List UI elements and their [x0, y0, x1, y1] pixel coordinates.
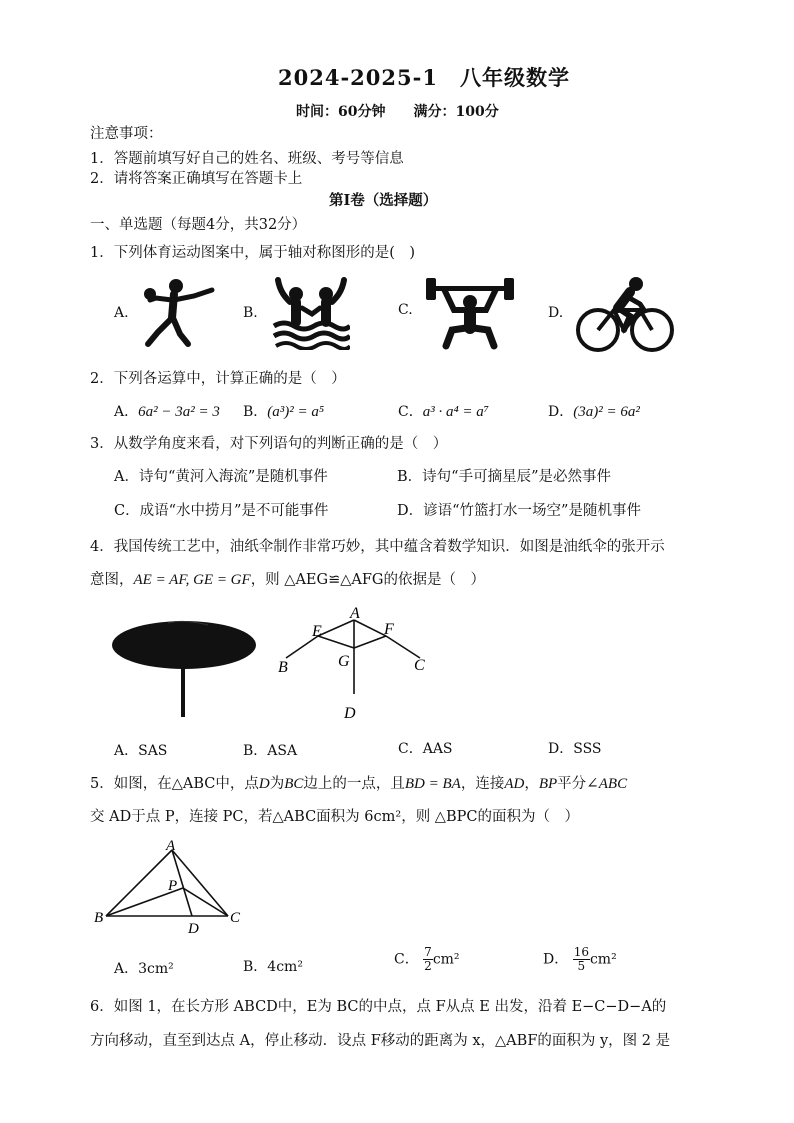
q5-s1h: AD: [504, 776, 525, 792]
q1-label-d: D.: [548, 305, 564, 321]
q2-option-c-label: C．: [398, 404, 423, 420]
q5-s1j: BP: [538, 776, 558, 792]
q5-option-b-label: B．: [243, 959, 268, 975]
q1-label-a: A.: [114, 305, 129, 321]
q5-line-ac: [172, 850, 228, 916]
q2-option-d: [548, 401, 640, 421]
q4-line-af: [354, 620, 386, 636]
q5-option-c-label: C．: [394, 951, 419, 968]
q4-option-b: B．ASA: [243, 743, 298, 759]
q4-stem-math: AE = AF, GE = GF: [133, 572, 251, 588]
q5-option-a-value: 3cm²: [138, 961, 174, 977]
q4-stem-line2: [90, 568, 485, 589]
q5-line-pc: [183, 888, 228, 916]
q5-label-b: B: [94, 910, 104, 926]
q1-label-b: B.: [243, 305, 258, 321]
q5-s1e: 边上的一点，且: [303, 776, 405, 792]
q5-label-d: D: [188, 921, 199, 937]
q4-label-f: F: [384, 621, 394, 638]
q3-option-a: A．诗句“黄河入海流”是随机事件: [114, 469, 328, 485]
q2-option-c: [398, 401, 489, 421]
q5-s1k: 平分: [557, 776, 587, 792]
q2-stem: 2．下列各运算中，计算正确的是（ ）: [90, 371, 346, 387]
q4-geometry-figure: [274, 604, 434, 722]
q2-option-a-expr: 6a² − 3a² = 3: [138, 404, 220, 420]
q2-option-b-expr: (a³)² = a⁵: [267, 404, 325, 420]
q4-option-c: C．AAS: [398, 741, 453, 757]
q5-stem-line2: 交 AD于点 P，连接 PC，若△ABC面积为 6cm²，则 △BPC的面积为（ ）: [90, 809, 579, 825]
q5-triangle-figure: [92, 838, 252, 938]
q5-s1f: BD = BA: [404, 776, 461, 792]
q2-option-d-label: D．: [548, 404, 574, 420]
q2-option-a: [114, 401, 220, 421]
oil-paper-umbrella-image: [108, 615, 268, 721]
q4-line-eg: [318, 636, 354, 648]
q5-option-a-label: A．: [114, 961, 139, 977]
q4-stem-line1: 4．我国传统工艺中，油纸伞制作非常巧妙，其中蕴含着数学知识．如图是油纸伞的张开示: [90, 539, 665, 555]
q3-stem: 3．从数学角度来看，对下列语句的判断正确的是（ ）: [90, 436, 448, 452]
q4-option-a: A．SAS: [114, 743, 168, 759]
note-item-1: 1．答题前填写好自己的姓名、班级、考号等信息: [90, 151, 404, 167]
note-item-2: 2．请将答案正确填写在答题卡上: [90, 171, 303, 187]
q5-option-d-fraction: [573, 946, 590, 973]
q5-option-a: [114, 958, 174, 978]
q5-s1g: ，连接: [460, 776, 505, 792]
q1-stem: 1．下列体育运动图案中，属于轴对称图形的是( ): [90, 245, 416, 261]
q5-s1i: ，: [524, 776, 539, 792]
notes-heading: 注意事项：: [90, 126, 163, 142]
q5-option-d-num: 16: [573, 945, 589, 959]
q5-s1a: 5．如图，在△ABC中，点: [90, 776, 259, 792]
q5-s1l: ∠ABC: [586, 776, 628, 792]
q5-option-c-den: 2: [424, 959, 432, 973]
exam-title: 2024-2025-1 八年级数学: [278, 65, 570, 90]
q5-line-ab: [106, 850, 172, 916]
q4-line-ae: [318, 620, 354, 636]
cyclist-icon: [574, 274, 676, 356]
q5-option-d: [543, 946, 617, 973]
q4-label-c: C: [414, 657, 425, 674]
q5-option-c-unit: cm²: [432, 951, 460, 968]
q5-option-d-unit: cm²: [589, 951, 617, 968]
q4-option-d: D．SSS: [548, 741, 602, 757]
weightlifter-icon: [424, 274, 516, 350]
q5-label-p: P: [168, 878, 178, 894]
q4-stem-pre: 意图，: [90, 572, 134, 588]
q4-label-b: B: [278, 659, 288, 676]
q4-stem-post: ，则 △AEG≌△AFG的依据是（ ）: [250, 572, 486, 588]
q2-option-b-label: B．: [243, 404, 268, 420]
q5-label-a: A: [166, 838, 176, 854]
q5-s1c: 为: [269, 776, 285, 792]
q2-option-c-expr: a³ · a⁴ = a⁷: [422, 404, 490, 420]
volume-title: 第Ⅰ卷（选择题）: [329, 192, 438, 209]
q4-line-fg: [354, 636, 386, 648]
q5-option-d-label: D．: [543, 951, 569, 968]
q1-label-c: C.: [398, 302, 413, 318]
q2-option-a-label: A．: [114, 404, 139, 420]
part-title: 一、单选题（每题4分，共32分）: [90, 217, 307, 233]
q5-s1d: BC: [284, 776, 304, 792]
q2-option-d-expr: (3a)² = 6a²: [573, 404, 640, 420]
q5-option-c-num: 7: [424, 945, 432, 959]
q3-option-b: B．诗句“手可摘星辰”是必然事件: [397, 469, 611, 485]
exam-subtitle: 时间：60分钟 满分：100分: [296, 104, 499, 120]
q2-option-b: [243, 401, 324, 421]
q4-label-a: A: [350, 605, 360, 622]
q5-stem-line1: [90, 772, 627, 793]
q4-line-fc: [386, 636, 420, 658]
synchronized-swimming-icon: [272, 274, 350, 350]
volleyball-player-icon: [138, 278, 220, 350]
q5-option-b: [243, 956, 303, 976]
q5-option-c: [394, 946, 460, 973]
q5-label-c: C: [230, 910, 241, 926]
q3-option-c: C．成语“水中捞月”是不可能事件: [114, 503, 329, 519]
q6-line2: 方向移动，直至到达点 A，停止移动．设点 F移动的距离为 x，△ABF的面积为 y，图 2 是: [90, 1033, 671, 1049]
q6-line1: 6．如图 1，在长方形 ABCD中，E为 BC的中点，点 F从点 E 出发，沿着 E−C−D−A的: [90, 999, 667, 1015]
q5-option-b-value: 4cm²: [267, 959, 303, 975]
q3-option-d: D．谚语“竹篮打水一场空”是随机事件: [397, 503, 641, 519]
q5-s1b: D: [258, 776, 270, 792]
q4-label-d: D: [344, 705, 356, 722]
q4-label-g: G: [338, 653, 350, 670]
q4-label-e: E: [312, 623, 322, 640]
q5-option-d-den: 5: [577, 959, 586, 973]
q5-option-c-fraction: [423, 946, 433, 973]
